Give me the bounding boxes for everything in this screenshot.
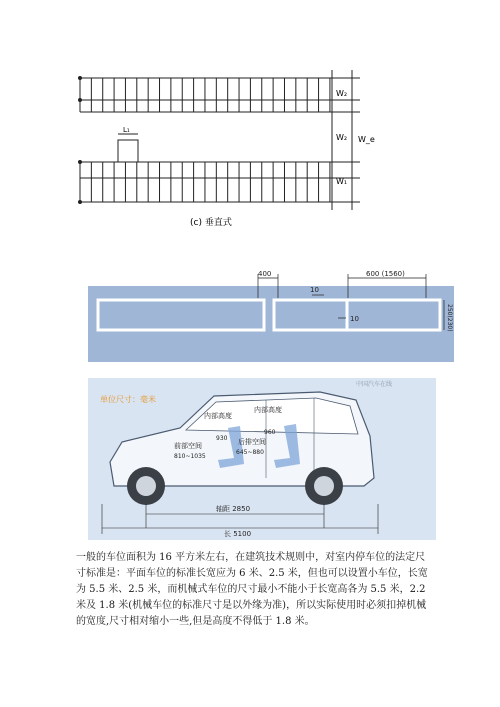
rear-space-label: 后排空间 <box>238 438 266 446</box>
caption-text: 一般的车位面积为 16 平方米左右，在建筑技术规则中，对室内停车位的法定尺寸标准是：平面车位的标准长宽应为 6 米、2.5 米，但也可以设置小车位，长宽为 5.5 米、2.5 米，而机械式车位的尺寸最小不能小于长宽高各为 5.5 米，2.2 米及 1.8 米(机械车位的标准尺寸是以外缘为准)，所以实际使用时必须扣掉机械的宽度,尺寸相对缩小一些,但是高度不得低于 1.8 米。 <box>76 552 428 627</box>
l1-label: L₁ <box>123 126 130 134</box>
car-dimensions-diagram <box>88 378 436 540</box>
dim-line-label: 10 <box>310 286 319 294</box>
front-interior-height-value: 930 <box>216 435 228 442</box>
front-space-value: 810~1035 <box>174 453 206 460</box>
wheelbase-label: 轴距 2850 <box>216 505 251 513</box>
front-space-label: 前部空间 <box>174 442 202 450</box>
dim-right-label: 600 (1560) <box>366 270 405 278</box>
unit-label: 单位尺寸：毫米 <box>100 395 156 404</box>
dim-side-label: 250(230) <box>446 304 453 332</box>
rear-space-value: 645~880 <box>236 449 264 456</box>
lane-surface <box>88 286 454 362</box>
dim-left-label: 400 <box>258 270 272 278</box>
we-label: W_e <box>358 135 375 144</box>
figure1-caption: (c) 垂直式 <box>190 218 232 228</box>
w2-top-label: W₂ <box>336 89 348 98</box>
parking-layout-drawing <box>70 60 390 230</box>
dim-gap-label: 10 <box>350 315 359 323</box>
parking-lane-drawing <box>88 268 454 366</box>
wd-label: W₂ <box>336 133 348 142</box>
front-interior-height-label: 内部高度 <box>204 412 232 420</box>
length-label: 长 5100 <box>224 530 252 538</box>
watermark-text: 中国汽车在线 <box>356 381 393 388</box>
rear-interior-height-value: 960 <box>264 429 276 436</box>
w1-bottom-label: W₁ <box>336 177 348 186</box>
rear-interior-height-label: 内部高度 <box>254 406 282 414</box>
body-paragraph <box>76 550 432 630</box>
